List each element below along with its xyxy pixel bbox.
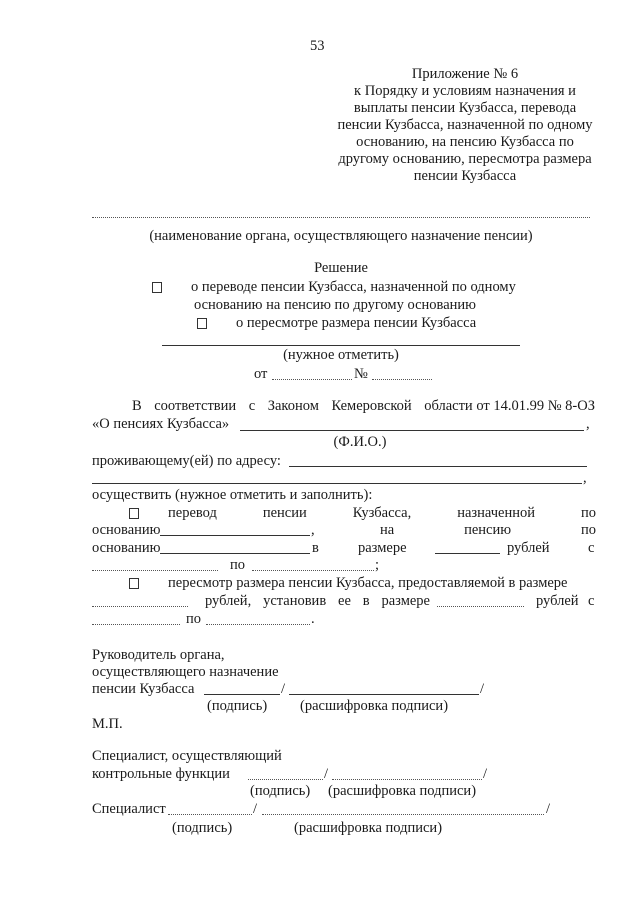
option-transfer-line2: основанию на пенсию по другому основанию — [194, 297, 476, 313]
semicolon: ; — [375, 557, 380, 573]
word-razmere: размере — [358, 540, 407, 556]
word: в — [362, 593, 370, 609]
from-label: с — [588, 540, 595, 556]
head-line1: Руководитель органа, — [92, 647, 225, 663]
basis-label-1: основанию — [92, 522, 161, 538]
sign-caption: (подпись) — [172, 820, 233, 836]
address-end: , — [583, 470, 587, 486]
checkbox-review-2[interactable] — [129, 576, 139, 593]
review-text: пересмотр размера пенсии Кузбасса, предоставляемой в размере — [168, 575, 568, 591]
control-line2: контрольные функции — [92, 766, 230, 782]
fio-caption: (Ф.И.О.) — [333, 434, 387, 450]
appendix-header — [320, 66, 610, 185]
decision-mark-line — [162, 345, 520, 346]
specialist-signature-field[interactable] — [168, 814, 252, 815]
decode-caption: (расшифровка подписи) — [300, 698, 449, 714]
appendix-line: основанию, на пенсию Кузбасса по — [356, 134, 574, 150]
checkbox-transfer-2[interactable] — [129, 506, 139, 523]
decision-date-field[interactable] — [272, 379, 352, 380]
page-number: 53 — [310, 38, 325, 54]
word: перевод — [168, 505, 217, 521]
head-signature-field[interactable] — [204, 694, 280, 695]
word: с — [248, 398, 256, 414]
word: рублей, — [205, 593, 252, 609]
basis-field-1[interactable] — [160, 535, 310, 536]
appendix-line: выплаты пенсии Кузбасса, перевода — [353, 100, 577, 116]
word: Кузбасса, — [352, 505, 412, 521]
specialist-decode-field[interactable] — [262, 814, 544, 815]
word: соответствии — [154, 398, 237, 414]
rub-label: рублей — [507, 540, 550, 556]
decision-number-field[interactable] — [372, 379, 432, 380]
basis-field-2[interactable] — [160, 553, 310, 554]
period: . — [311, 611, 315, 627]
control-decode-field[interactable] — [332, 779, 482, 780]
mark-caption: (нужное отметить) — [283, 347, 399, 363]
slash: / — [324, 766, 329, 782]
review-amount-old[interactable] — [92, 606, 188, 607]
law-reference-line — [132, 398, 595, 415]
appendix-line: пенсии Кузбасса — [413, 168, 517, 184]
word: ее — [338, 593, 351, 609]
checkbox-review[interactable] — [197, 316, 207, 333]
slash: / — [546, 801, 551, 817]
number-sign: № — [354, 366, 368, 382]
word: размере — [381, 593, 430, 609]
transfer-line — [168, 505, 596, 522]
slash: / — [281, 681, 286, 697]
stamp-label: М.П. — [92, 716, 123, 732]
appendix-line: к Порядку и условиям назначения и — [354, 83, 576, 99]
sign-caption: (подпись) — [250, 783, 311, 799]
address-field-2[interactable] — [92, 483, 582, 484]
word: пенсии — [262, 505, 307, 521]
appendix-line: пенсии Кузбасса, назначенной по одному — [337, 117, 593, 133]
decode-caption: (расшифровка подписи) — [328, 783, 477, 799]
implement-label: осуществить (нужное отметить и заполнить): — [92, 487, 373, 503]
date-to-field[interactable] — [252, 570, 374, 571]
basis-mid-1 — [380, 522, 596, 539]
word: В — [132, 398, 142, 414]
date-from-field[interactable] — [92, 570, 218, 571]
amount-field-1[interactable] — [435, 553, 500, 554]
head-line3: пенсии Кузбасса — [92, 681, 195, 697]
fio-field[interactable] — [240, 430, 584, 431]
word: по — [580, 522, 596, 538]
law-name: «О пенсиях Кузбасса» — [92, 416, 230, 432]
from-label-2: с — [588, 593, 595, 609]
basis-label-2: основанию — [92, 540, 161, 556]
control-line1: Специалист, осуществляющий — [92, 748, 282, 764]
sign-caption: (подпись) — [207, 698, 268, 714]
word-v: в — [312, 540, 319, 556]
decode-caption: (расшифровка подписи) — [294, 820, 443, 836]
authority-name-field[interactable] — [92, 217, 590, 218]
authority-caption: (наименование органа, осуществляющего назначение пенсии) — [149, 228, 533, 244]
specialist-label: Специалист — [92, 801, 166, 817]
word: Кемеровской — [331, 398, 412, 414]
review-date-to[interactable] — [206, 624, 310, 625]
word: назначенной — [457, 505, 535, 521]
review-mid — [205, 593, 430, 610]
appendix-line: Приложение № 6 — [411, 66, 519, 82]
slash: / — [483, 766, 488, 782]
address-label: проживающему(ей) по адресу: — [92, 453, 281, 469]
slash: / — [480, 681, 485, 697]
checkbox-transfer[interactable] — [152, 280, 162, 297]
word: пенсию — [464, 522, 512, 538]
date-prefix: от — [254, 366, 268, 382]
slash: / — [253, 801, 258, 817]
word: установив — [263, 593, 327, 609]
word: на — [380, 522, 395, 538]
appendix-line: другому основанию, пересмотра размера — [338, 151, 592, 167]
option-transfer-line1: о переводе пенсии Кузбасса, назначенной по одному — [191, 279, 516, 295]
decision-title: Решение — [314, 260, 368, 276]
word: по — [580, 505, 596, 521]
head-line2: осуществляющего назначение — [92, 664, 279, 680]
fio-comma: , — [586, 416, 590, 432]
control-signature-field[interactable] — [248, 779, 323, 780]
review-amount-new[interactable] — [437, 606, 524, 607]
to-label-2: по — [186, 611, 202, 627]
review-date-from[interactable] — [92, 624, 180, 625]
word: области от 14.01.99 № 8-ОЗ — [424, 398, 595, 414]
word: Законом — [267, 398, 319, 414]
head-decode-field[interactable] — [289, 694, 479, 695]
basis-comma: , — [311, 522, 315, 538]
option-review: о пересмотре размера пенсии Кузбасса — [236, 315, 477, 331]
rub-label-2: рублей — [536, 593, 579, 609]
to-label: по — [230, 557, 246, 573]
address-field-1[interactable] — [289, 466, 587, 467]
